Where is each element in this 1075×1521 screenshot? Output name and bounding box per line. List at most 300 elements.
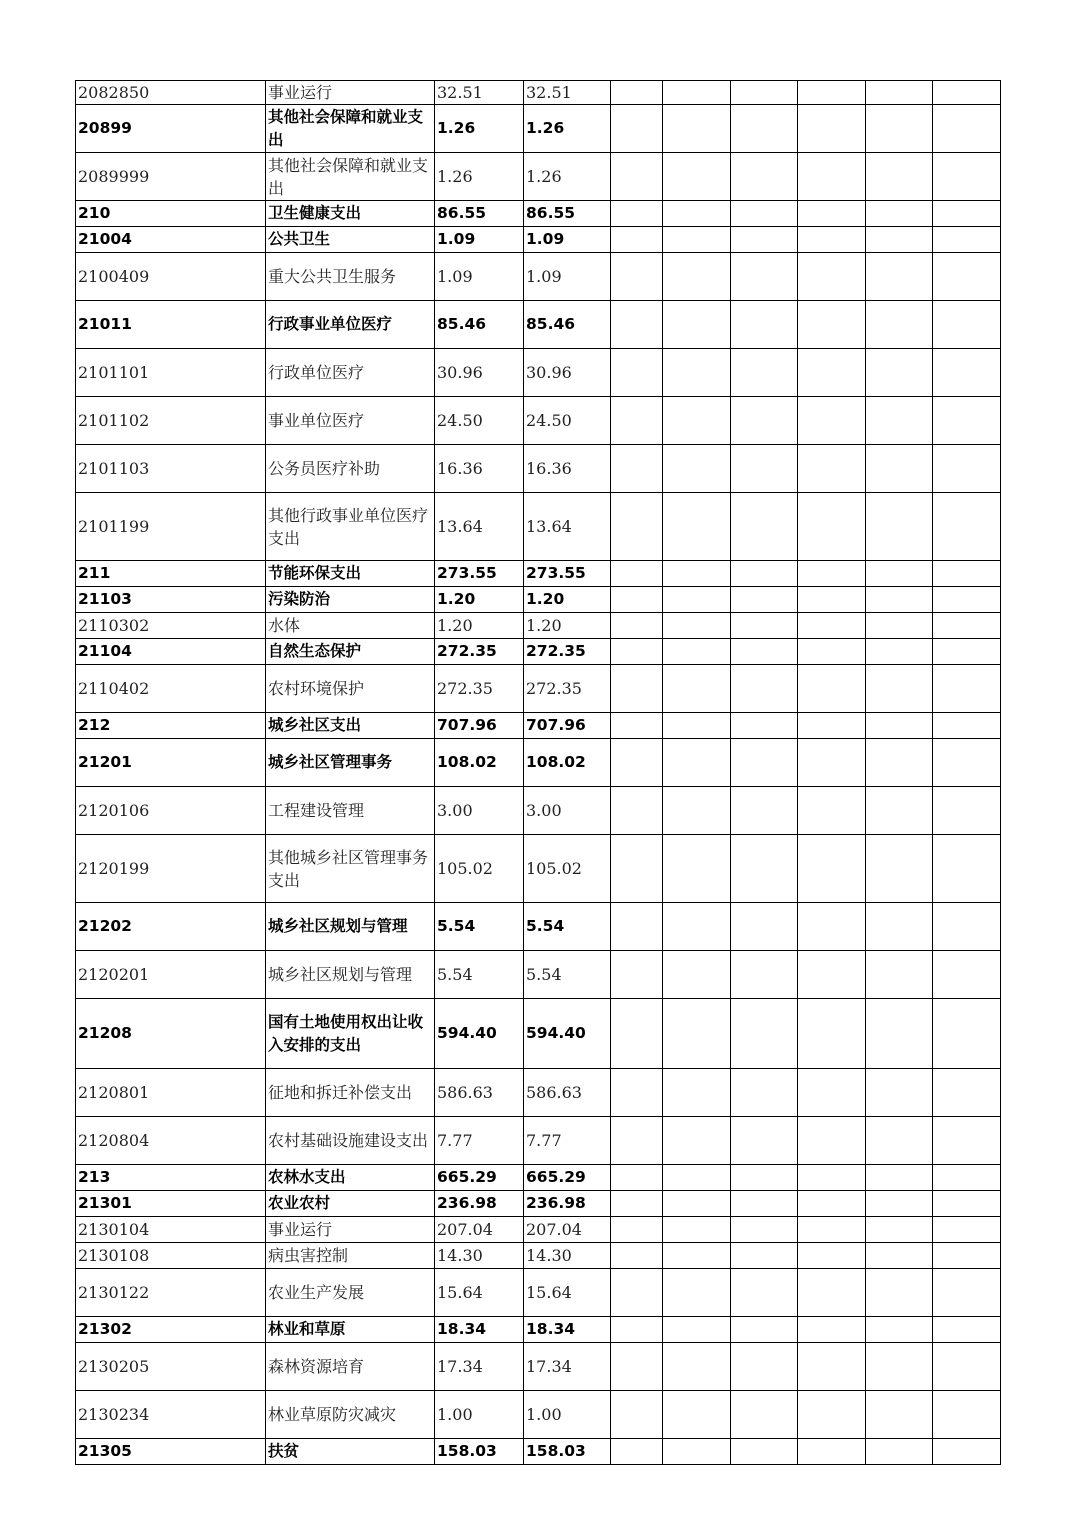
name-cell: 扶贫 — [266, 1439, 435, 1465]
empty-cell — [933, 787, 1001, 835]
name-cell: 其他社会保障和就业支出 — [266, 105, 435, 153]
empty-cell — [611, 999, 663, 1069]
code-cell: 21302 — [76, 1317, 266, 1343]
empty-cell — [866, 613, 933, 639]
empty-cell — [663, 445, 731, 493]
empty-cell — [731, 253, 798, 301]
empty-cell — [731, 1343, 798, 1391]
empty-cell — [798, 1191, 866, 1217]
code-cell: 21301 — [76, 1191, 266, 1217]
code-cell: 21202 — [76, 903, 266, 951]
empty-cell — [663, 613, 731, 639]
empty-cell — [611, 493, 663, 561]
table-row — [76, 835, 1001, 903]
empty-cell — [663, 493, 731, 561]
empty-cell — [611, 665, 663, 713]
code-cell: 2110402 — [76, 665, 266, 713]
table-row — [76, 201, 1001, 227]
empty-cell — [798, 639, 866, 665]
empty-cell — [933, 1317, 1001, 1343]
empty-cell — [866, 1269, 933, 1317]
code-cell: 2101101 — [76, 349, 266, 397]
table-row — [76, 445, 1001, 493]
empty-cell — [731, 1243, 798, 1269]
name-cell: 公务员医疗补助 — [266, 445, 435, 493]
value-cell: 30.96 — [435, 349, 524, 397]
value-cell: 32.51 — [435, 81, 524, 105]
table-row — [76, 903, 1001, 951]
empty-cell — [933, 739, 1001, 787]
value-cell: 207.04 — [524, 1217, 611, 1243]
empty-cell — [866, 445, 933, 493]
code-cell: 21208 — [76, 999, 266, 1069]
empty-cell — [731, 153, 798, 201]
empty-cell — [731, 1217, 798, 1243]
value-cell: 24.50 — [435, 397, 524, 445]
empty-cell — [611, 105, 663, 153]
code-cell: 2120199 — [76, 835, 266, 903]
empty-cell — [866, 253, 933, 301]
name-cell: 事业运行 — [266, 1217, 435, 1243]
empty-cell — [611, 1217, 663, 1243]
empty-cell — [866, 1317, 933, 1343]
value-cell: 236.98 — [435, 1191, 524, 1217]
table-row — [76, 1165, 1001, 1191]
table-row — [76, 253, 1001, 301]
empty-cell — [933, 1243, 1001, 1269]
value-cell: 5.54 — [435, 903, 524, 951]
name-cell: 行政事业单位医疗 — [266, 301, 435, 349]
empty-cell — [611, 1343, 663, 1391]
table-row — [76, 1217, 1001, 1243]
empty-cell — [611, 561, 663, 587]
empty-cell — [866, 201, 933, 227]
value-cell: 236.98 — [524, 1191, 611, 1217]
table-row — [76, 1117, 1001, 1165]
empty-cell — [866, 81, 933, 105]
empty-cell — [611, 903, 663, 951]
empty-cell — [933, 613, 1001, 639]
empty-cell — [933, 1217, 1001, 1243]
name-cell: 国有土地使用权出让收入安排的支出 — [266, 999, 435, 1069]
value-cell: 14.30 — [435, 1243, 524, 1269]
name-cell: 城乡社区规划与管理 — [266, 951, 435, 999]
empty-cell — [663, 1117, 731, 1165]
empty-cell — [798, 397, 866, 445]
empty-cell — [933, 493, 1001, 561]
table-row — [76, 951, 1001, 999]
empty-cell — [731, 613, 798, 639]
value-cell: 108.02 — [435, 739, 524, 787]
name-cell: 城乡社区管理事务 — [266, 739, 435, 787]
value-cell: 5.54 — [524, 903, 611, 951]
empty-cell — [611, 201, 663, 227]
empty-cell — [611, 1317, 663, 1343]
empty-cell — [798, 999, 866, 1069]
empty-cell — [866, 561, 933, 587]
code-cell: 20899 — [76, 105, 266, 153]
empty-cell — [663, 835, 731, 903]
empty-cell — [798, 1069, 866, 1117]
empty-cell — [798, 951, 866, 999]
value-cell: 3.00 — [435, 787, 524, 835]
code-cell: 213 — [76, 1165, 266, 1191]
table-row — [76, 227, 1001, 253]
empty-cell — [866, 835, 933, 903]
empty-cell — [611, 613, 663, 639]
empty-cell — [731, 1117, 798, 1165]
table-row — [76, 1243, 1001, 1269]
name-cell: 农业农村 — [266, 1191, 435, 1217]
name-cell: 城乡社区规划与管理 — [266, 903, 435, 951]
empty-cell — [731, 639, 798, 665]
empty-cell — [933, 445, 1001, 493]
empty-cell — [866, 1165, 933, 1191]
empty-cell — [611, 301, 663, 349]
value-cell: 594.40 — [524, 999, 611, 1069]
value-cell: 86.55 — [524, 201, 611, 227]
empty-cell — [933, 201, 1001, 227]
value-cell: 15.64 — [435, 1269, 524, 1317]
empty-cell — [663, 587, 731, 613]
name-cell: 林业和草原 — [266, 1317, 435, 1343]
value-cell: 1.09 — [524, 227, 611, 253]
name-cell: 城乡社区支出 — [266, 713, 435, 739]
empty-cell — [611, 1165, 663, 1191]
value-cell: 86.55 — [435, 201, 524, 227]
empty-cell — [663, 1069, 731, 1117]
code-cell: 211 — [76, 561, 266, 587]
name-cell: 卫生健康支出 — [266, 201, 435, 227]
name-cell: 自然生态保护 — [266, 639, 435, 665]
name-cell: 工程建设管理 — [266, 787, 435, 835]
empty-cell — [866, 349, 933, 397]
empty-cell — [731, 1191, 798, 1217]
empty-cell — [933, 1439, 1001, 1465]
empty-cell — [866, 713, 933, 739]
empty-cell — [611, 1069, 663, 1117]
empty-cell — [866, 493, 933, 561]
empty-cell — [933, 1191, 1001, 1217]
empty-cell — [798, 613, 866, 639]
value-cell: 5.54 — [524, 951, 611, 999]
table-row — [76, 1191, 1001, 1217]
empty-cell — [731, 301, 798, 349]
value-cell: 1.26 — [524, 153, 611, 201]
empty-cell — [663, 201, 731, 227]
empty-cell — [663, 81, 731, 105]
value-cell: 13.64 — [435, 493, 524, 561]
empty-cell — [798, 561, 866, 587]
empty-cell — [663, 227, 731, 253]
empty-cell — [798, 1165, 866, 1191]
empty-cell — [663, 1391, 731, 1439]
table-row — [76, 397, 1001, 445]
empty-cell — [731, 445, 798, 493]
empty-cell — [866, 1217, 933, 1243]
empty-cell — [611, 1243, 663, 1269]
empty-cell — [798, 739, 866, 787]
empty-cell — [611, 951, 663, 999]
table-row — [76, 301, 1001, 349]
table-row — [76, 587, 1001, 613]
value-cell: 272.35 — [435, 665, 524, 713]
value-cell: 1.20 — [524, 613, 611, 639]
name-cell: 污染防治 — [266, 587, 435, 613]
empty-cell — [663, 665, 731, 713]
empty-cell — [866, 1191, 933, 1217]
empty-cell — [611, 445, 663, 493]
value-cell: 207.04 — [435, 1217, 524, 1243]
empty-cell — [866, 105, 933, 153]
empty-cell — [663, 1439, 731, 1465]
name-cell: 节能环保支出 — [266, 561, 435, 587]
empty-cell — [866, 999, 933, 1069]
name-cell: 农林水支出 — [266, 1165, 435, 1191]
empty-cell — [663, 713, 731, 739]
empty-cell — [866, 1343, 933, 1391]
value-cell: 5.54 — [435, 951, 524, 999]
empty-cell — [933, 1391, 1001, 1439]
name-cell: 水体 — [266, 613, 435, 639]
empty-cell — [731, 903, 798, 951]
code-cell: 2130205 — [76, 1343, 266, 1391]
empty-cell — [933, 81, 1001, 105]
empty-cell — [731, 951, 798, 999]
value-cell: 707.96 — [524, 713, 611, 739]
code-cell: 2101103 — [76, 445, 266, 493]
empty-cell — [663, 105, 731, 153]
table-body — [76, 81, 1001, 1465]
code-cell: 212 — [76, 713, 266, 739]
empty-cell — [731, 349, 798, 397]
value-cell: 105.02 — [435, 835, 524, 903]
empty-cell — [933, 835, 1001, 903]
empty-cell — [731, 561, 798, 587]
empty-cell — [663, 787, 731, 835]
name-cell: 公共卫生 — [266, 227, 435, 253]
name-cell: 农村环境保护 — [266, 665, 435, 713]
name-cell: 其他城乡社区管理事务支出 — [266, 835, 435, 903]
value-cell: 24.50 — [524, 397, 611, 445]
value-cell: 1.20 — [435, 587, 524, 613]
code-cell: 2110302 — [76, 613, 266, 639]
empty-cell — [866, 1391, 933, 1439]
table-row — [76, 713, 1001, 739]
code-cell: 2130104 — [76, 1217, 266, 1243]
name-cell: 病虫害控制 — [266, 1243, 435, 1269]
empty-cell — [611, 1439, 663, 1465]
empty-cell — [798, 665, 866, 713]
value-cell: 7.77 — [435, 1117, 524, 1165]
empty-cell — [933, 1069, 1001, 1117]
empty-cell — [866, 639, 933, 665]
value-cell: 7.77 — [524, 1117, 611, 1165]
name-cell: 事业运行 — [266, 81, 435, 105]
value-cell: 16.36 — [435, 445, 524, 493]
empty-cell — [798, 1117, 866, 1165]
value-cell: 85.46 — [524, 301, 611, 349]
empty-cell — [866, 1117, 933, 1165]
empty-cell — [798, 1439, 866, 1465]
empty-cell — [866, 1069, 933, 1117]
budget-table — [75, 80, 1001, 1465]
empty-cell — [663, 1343, 731, 1391]
empty-cell — [731, 1269, 798, 1317]
empty-cell — [611, 397, 663, 445]
empty-cell — [731, 739, 798, 787]
empty-cell — [933, 227, 1001, 253]
table-row — [76, 787, 1001, 835]
value-cell: 1.09 — [435, 227, 524, 253]
value-cell: 273.55 — [524, 561, 611, 587]
empty-cell — [933, 999, 1001, 1069]
empty-cell — [731, 105, 798, 153]
value-cell: 272.35 — [435, 639, 524, 665]
value-cell: 17.34 — [435, 1343, 524, 1391]
code-cell: 2120801 — [76, 1069, 266, 1117]
name-cell: 征地和拆迁补偿支出 — [266, 1069, 435, 1117]
code-cell: 2120201 — [76, 951, 266, 999]
code-cell: 21011 — [76, 301, 266, 349]
value-cell: 108.02 — [524, 739, 611, 787]
value-cell: 14.30 — [524, 1243, 611, 1269]
empty-cell — [798, 493, 866, 561]
empty-cell — [663, 397, 731, 445]
empty-cell — [731, 835, 798, 903]
value-cell: 1.20 — [435, 613, 524, 639]
empty-cell — [798, 1391, 866, 1439]
empty-cell — [663, 1243, 731, 1269]
empty-cell — [663, 739, 731, 787]
empty-cell — [731, 787, 798, 835]
empty-cell — [611, 253, 663, 301]
empty-cell — [933, 951, 1001, 999]
empty-cell — [798, 81, 866, 105]
table-row — [76, 1069, 1001, 1117]
value-cell: 85.46 — [435, 301, 524, 349]
empty-cell — [611, 1191, 663, 1217]
empty-cell — [933, 639, 1001, 665]
empty-cell — [663, 999, 731, 1069]
value-cell: 18.34 — [435, 1317, 524, 1343]
empty-cell — [866, 1439, 933, 1465]
code-cell: 2120106 — [76, 787, 266, 835]
empty-cell — [798, 253, 866, 301]
code-cell: 2089999 — [76, 153, 266, 201]
value-cell: 158.03 — [524, 1439, 611, 1465]
empty-cell — [933, 349, 1001, 397]
empty-cell — [611, 1117, 663, 1165]
name-cell: 重大公共卫生服务 — [266, 253, 435, 301]
value-cell: 272.35 — [524, 639, 611, 665]
empty-cell — [798, 301, 866, 349]
empty-cell — [663, 1191, 731, 1217]
table-row — [76, 1343, 1001, 1391]
code-cell: 2082850 — [76, 81, 266, 105]
empty-cell — [731, 201, 798, 227]
name-cell: 事业单位医疗 — [266, 397, 435, 445]
table-row — [76, 1439, 1001, 1465]
empty-cell — [663, 153, 731, 201]
empty-cell — [933, 1117, 1001, 1165]
table-row — [76, 613, 1001, 639]
empty-cell — [731, 81, 798, 105]
empty-cell — [798, 153, 866, 201]
code-cell: 210 — [76, 201, 266, 227]
empty-cell — [663, 1317, 731, 1343]
code-cell: 2130122 — [76, 1269, 266, 1317]
value-cell: 665.29 — [435, 1165, 524, 1191]
name-cell: 森林资源培育 — [266, 1343, 435, 1391]
value-cell: 586.63 — [435, 1069, 524, 1117]
value-cell: 17.34 — [524, 1343, 611, 1391]
empty-cell — [663, 639, 731, 665]
empty-cell — [611, 227, 663, 253]
empty-cell — [731, 1317, 798, 1343]
table-row — [76, 153, 1001, 201]
empty-cell — [933, 301, 1001, 349]
name-cell: 农村基础设施建设支出 — [266, 1117, 435, 1165]
value-cell: 158.03 — [435, 1439, 524, 1465]
empty-cell — [731, 1391, 798, 1439]
empty-cell — [933, 153, 1001, 201]
empty-cell — [663, 561, 731, 587]
empty-cell — [933, 587, 1001, 613]
value-cell: 1.00 — [435, 1391, 524, 1439]
empty-cell — [866, 787, 933, 835]
code-cell: 21103 — [76, 587, 266, 613]
table-row — [76, 1391, 1001, 1439]
empty-cell — [866, 665, 933, 713]
empty-cell — [798, 201, 866, 227]
empty-cell — [798, 227, 866, 253]
empty-cell — [611, 835, 663, 903]
value-cell: 3.00 — [524, 787, 611, 835]
empty-cell — [611, 787, 663, 835]
empty-cell — [798, 1243, 866, 1269]
empty-cell — [611, 713, 663, 739]
empty-cell — [663, 903, 731, 951]
code-cell: 21305 — [76, 1439, 266, 1465]
empty-cell — [866, 301, 933, 349]
table-row — [76, 999, 1001, 1069]
table-row — [76, 493, 1001, 561]
empty-cell — [798, 713, 866, 739]
table-row — [76, 639, 1001, 665]
empty-cell — [933, 665, 1001, 713]
empty-cell — [933, 713, 1001, 739]
empty-cell — [611, 349, 663, 397]
empty-cell — [866, 1243, 933, 1269]
empty-cell — [663, 1165, 731, 1191]
empty-cell — [933, 1165, 1001, 1191]
empty-cell — [798, 1217, 866, 1243]
table-row — [76, 561, 1001, 587]
name-cell: 农业生产发展 — [266, 1269, 435, 1317]
value-cell: 18.34 — [524, 1317, 611, 1343]
empty-cell — [731, 1069, 798, 1117]
empty-cell — [663, 253, 731, 301]
empty-cell — [663, 349, 731, 397]
empty-cell — [798, 587, 866, 613]
code-cell: 2101199 — [76, 493, 266, 561]
empty-cell — [798, 349, 866, 397]
value-cell: 272.35 — [524, 665, 611, 713]
value-cell: 707.96 — [435, 713, 524, 739]
empty-cell — [798, 445, 866, 493]
value-cell: 665.29 — [524, 1165, 611, 1191]
